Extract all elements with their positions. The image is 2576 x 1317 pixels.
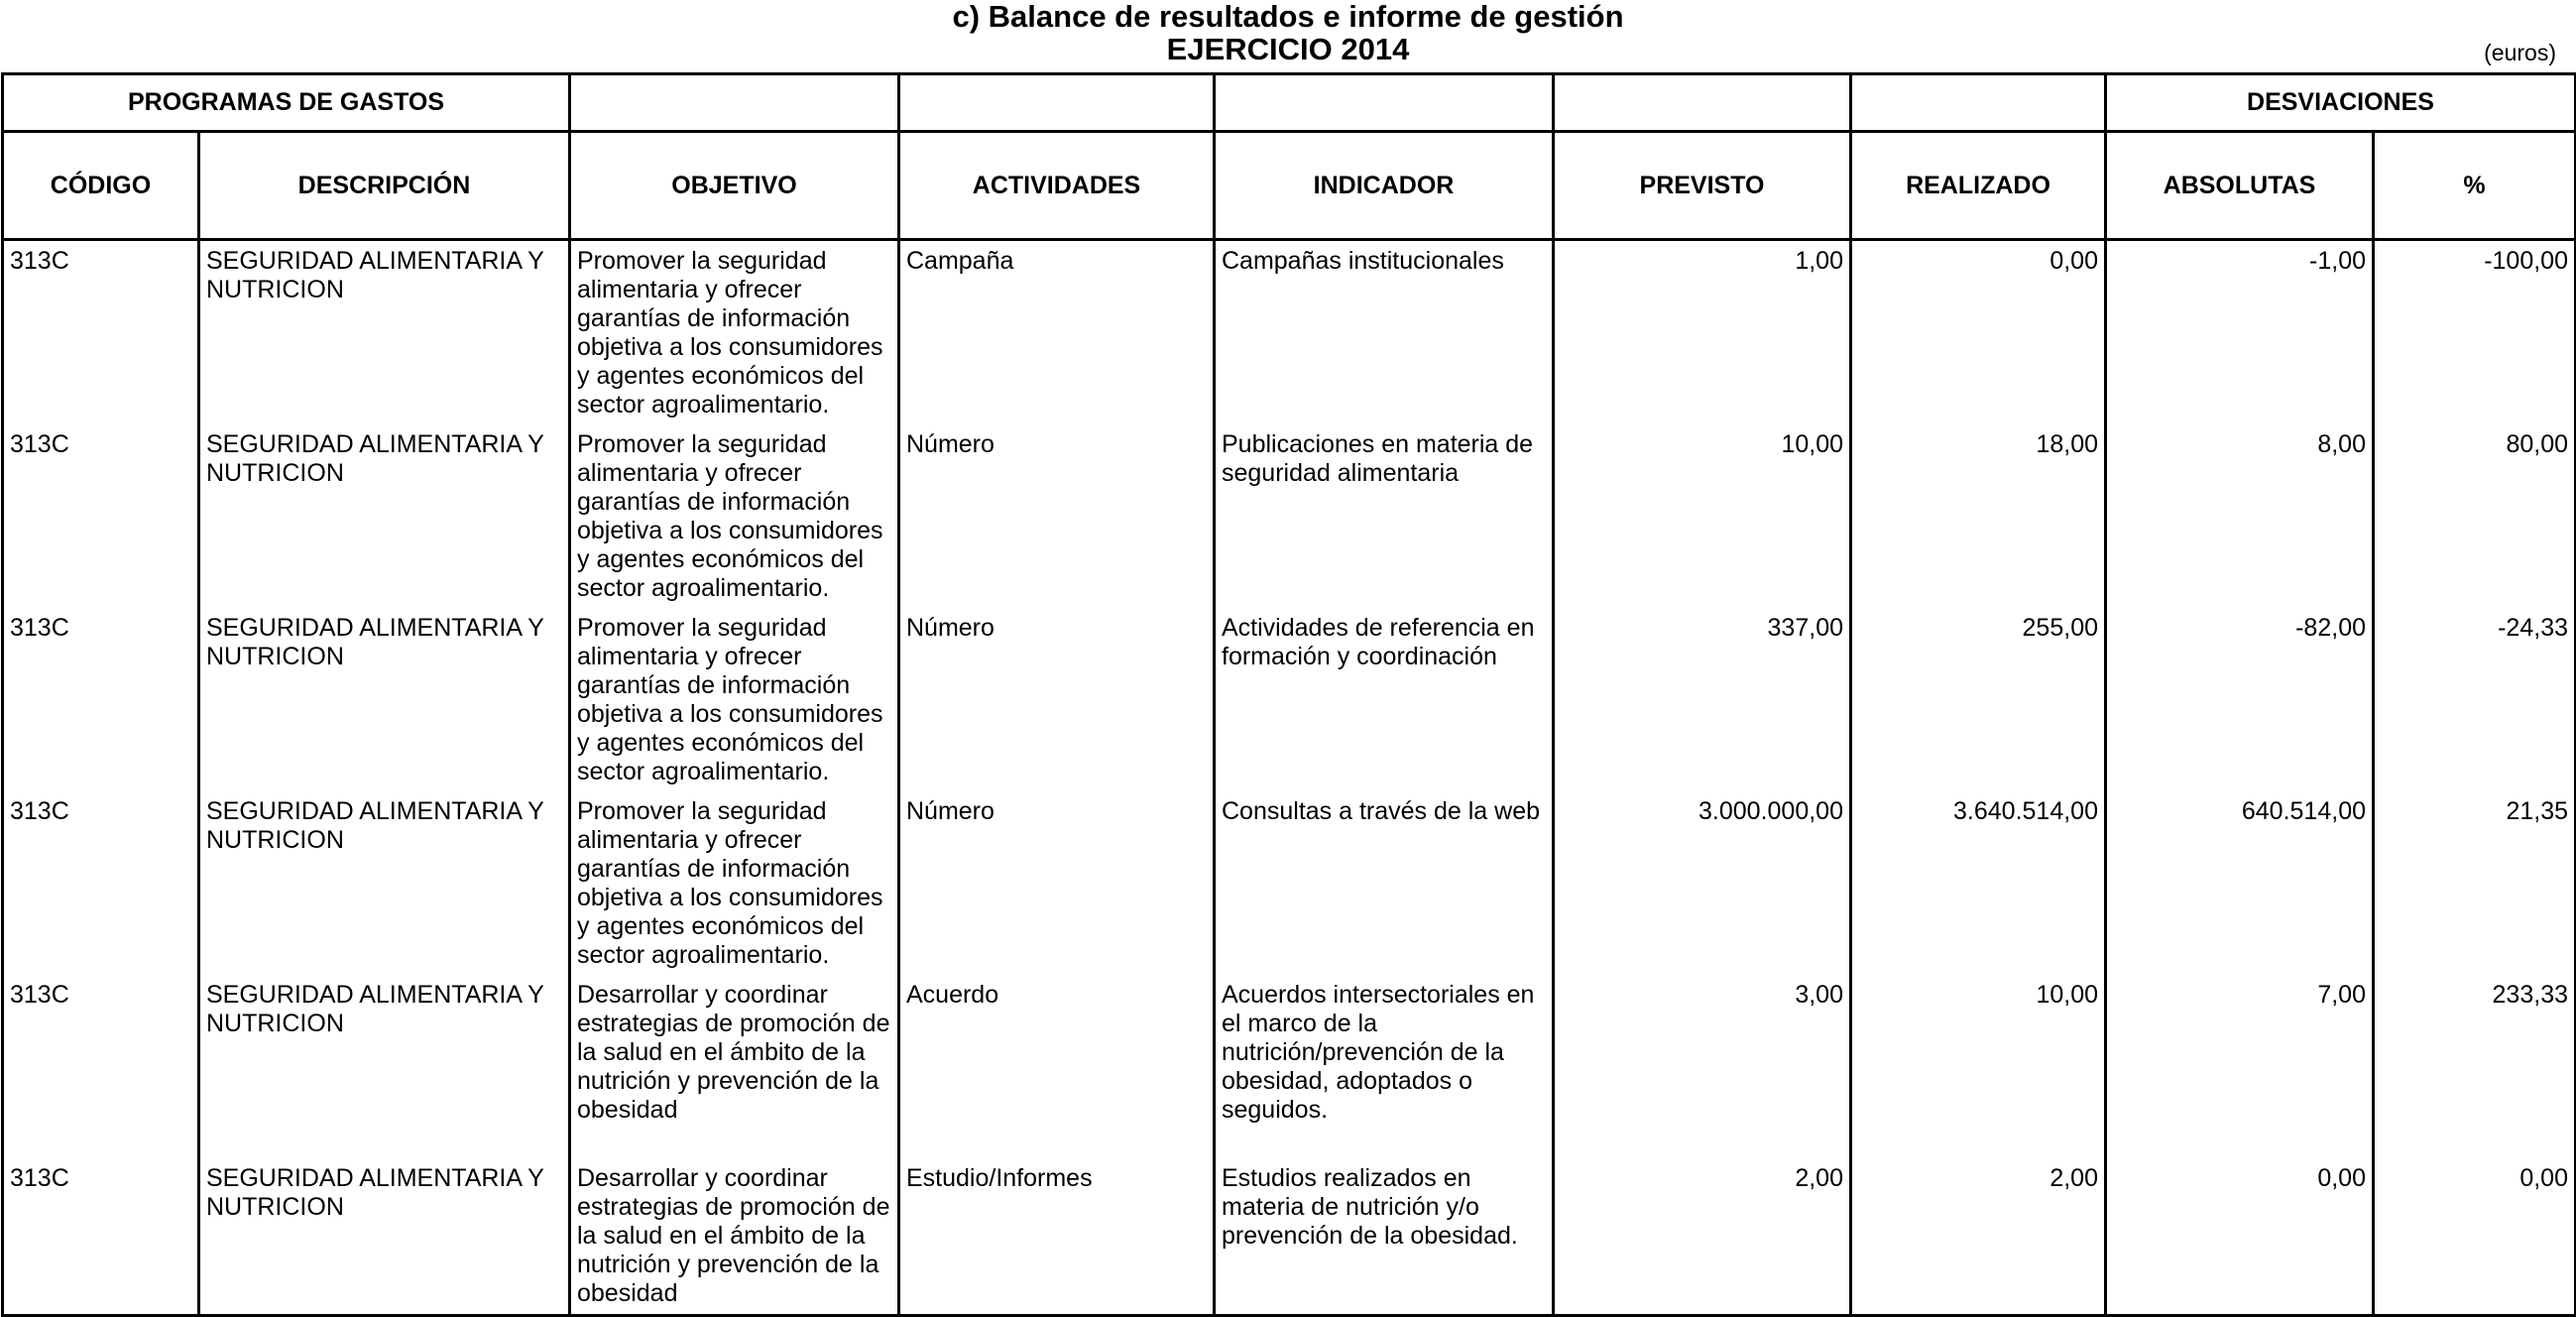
table-row (3, 975, 2576, 1158)
cell-porcentaje: 0,00 (2374, 1158, 2576, 1316)
cell-porcentaje: 21,35 (2374, 791, 2576, 975)
cell-porcentaje: -24,33 (2374, 608, 2576, 791)
cell-objetivo: Promover la seguridad alimentaria y ofrecer garantías de información objetiva a los consumidores y agentes económicos del sector agroalimentario. (570, 608, 899, 791)
cell-realizado: 2,00 (1851, 1158, 2106, 1316)
column-header-descripcion: DESCRIPCIÓN (199, 132, 570, 240)
column-header-objetivo: OBJETIVO (570, 132, 899, 240)
cell-absolutas: 8,00 (2106, 424, 2374, 608)
cell-actividades: Número (899, 424, 1215, 608)
cell-absolutas: 0,00 (2106, 1158, 2374, 1316)
cell-absolutas: -82,00 (2106, 608, 2374, 791)
cell-objetivo: Promover la seguridad alimentaria y ofrecer garantías de información objetiva a los consumidores y agentes económicos del sector agroalimentario. (570, 424, 899, 608)
column-header-porcentaje: % (2374, 132, 2576, 240)
cell-realizado: 0,00 (1851, 240, 2106, 425)
cell-objetivo: Desarrollar y coordinar estrategias de promoción de la salud en el ámbito de la nutrición y prevención de la obesidad (570, 1158, 899, 1316)
group-header-empty (570, 74, 899, 132)
cell-descripcion: SEGURIDAD ALIMENTARIA Y NUTRICION (199, 791, 570, 975)
column-header-previsto: PREVISTO (1554, 132, 1851, 240)
cell-previsto: 3,00 (1554, 975, 1851, 1158)
cell-indicador: Publicaciones en materia de seguridad alimentaria (1215, 424, 1554, 608)
cell-codigo: 313C (3, 424, 199, 608)
report-title (0, 0, 2576, 65)
cell-descripcion: SEGURIDAD ALIMENTARIA Y NUTRICION (199, 240, 570, 425)
cell-previsto: 1,00 (1554, 240, 1851, 425)
cell-absolutas: -1,00 (2106, 240, 2374, 425)
column-header-codigo: CÓDIGO (3, 132, 199, 240)
column-header-realizado: REALIZADO (1851, 132, 2106, 240)
cell-absolutas: 640.514,00 (2106, 791, 2374, 975)
cell-porcentaje: 233,33 (2374, 975, 2576, 1158)
group-header-desviaciones: DESVIACIONES (2106, 74, 2576, 132)
cell-realizado: 3.640.514,00 (1851, 791, 2106, 975)
cell-codigo: 313C (3, 975, 199, 1158)
cell-indicador: Campañas institucionales (1215, 240, 1554, 425)
column-header-indicador: INDICADOR (1215, 132, 1554, 240)
cell-descripcion: SEGURIDAD ALIMENTARIA Y NUTRICION (199, 975, 570, 1158)
cell-absolutas: 7,00 (2106, 975, 2374, 1158)
cell-realizado: 18,00 (1851, 424, 2106, 608)
cell-codigo: 313C (3, 1158, 199, 1316)
cell-porcentaje: 80,00 (2374, 424, 2576, 608)
cell-actividades: Número (899, 791, 1215, 975)
table-row (3, 608, 2576, 791)
cell-descripcion: SEGURIDAD ALIMENTARIA Y NUTRICION (199, 608, 570, 791)
cell-realizado: 10,00 (1851, 975, 2106, 1158)
cell-codigo: 313C (3, 240, 199, 425)
cell-porcentaje: -100,00 (2374, 240, 2576, 425)
column-header-actividades: ACTIVIDADES (899, 132, 1215, 240)
cell-previsto: 3.000.000,00 (1554, 791, 1851, 975)
cell-previsto: 10,00 (1554, 424, 1851, 608)
cell-codigo: 313C (3, 791, 199, 975)
table-row (3, 1158, 2576, 1316)
cell-codigo: 313C (3, 608, 199, 791)
cell-indicador: Consultas a través de la web (1215, 791, 1554, 975)
cell-descripcion: SEGURIDAD ALIMENTARIA Y NUTRICION (199, 1158, 570, 1316)
table-row (3, 791, 2576, 975)
balance-table (1, 72, 2576, 1317)
group-header-row (3, 74, 2576, 132)
cell-actividades: Campaña (899, 240, 1215, 425)
cell-indicador: Estudios realizados en materia de nutrición y/o prevención de la obesidad. (1215, 1158, 1554, 1316)
group-header-empty (1554, 74, 1851, 132)
cell-objetivo: Promover la seguridad alimentaria y ofrecer garantías de información objetiva a los consumidores y agentes económicos del sector agroalimentario. (570, 791, 899, 975)
cell-previsto: 2,00 (1554, 1158, 1851, 1316)
cell-objetivo: Desarrollar y coordinar estrategias de promoción de la salud en el ámbito de la nutrición y prevención de la obesidad (570, 975, 899, 1158)
cell-previsto: 337,00 (1554, 608, 1851, 791)
report-title-line-1: c) Balance de resultados e informe de gestión (952, 0, 1624, 34)
cell-actividades: Acuerdo (899, 975, 1215, 1158)
cell-realizado: 255,00 (1851, 608, 2106, 791)
table-row (3, 240, 2576, 425)
report-title-line-2: EJERCICIO 2014 (1166, 32, 1410, 66)
column-header-absolutas: ABSOLUTAS (2106, 132, 2374, 240)
column-header-row (3, 132, 2576, 240)
group-header-programas: PROGRAMAS DE GASTOS (3, 74, 570, 132)
group-header-empty (1851, 74, 2106, 132)
cell-indicador: Acuerdos intersectoriales en el marco de la nutrición/prevención de la obesidad, adoptados o seguidos. (1215, 975, 1554, 1158)
group-header-empty (1215, 74, 1554, 132)
units-label: (euros) (2484, 40, 2556, 65)
cell-objetivo: Promover la seguridad alimentaria y ofrecer garantías de información objetiva a los consumidores y agentes económicos del sector agroalimentario. (570, 240, 899, 425)
table-row (3, 424, 2576, 608)
cell-indicador: Actividades de referencia en formación y coordinación (1215, 608, 1554, 791)
cell-actividades: Estudio/Informes (899, 1158, 1215, 1316)
cell-descripcion: SEGURIDAD ALIMENTARIA Y NUTRICION (199, 424, 570, 608)
cell-actividades: Número (899, 608, 1215, 791)
group-header-empty (899, 74, 1215, 132)
